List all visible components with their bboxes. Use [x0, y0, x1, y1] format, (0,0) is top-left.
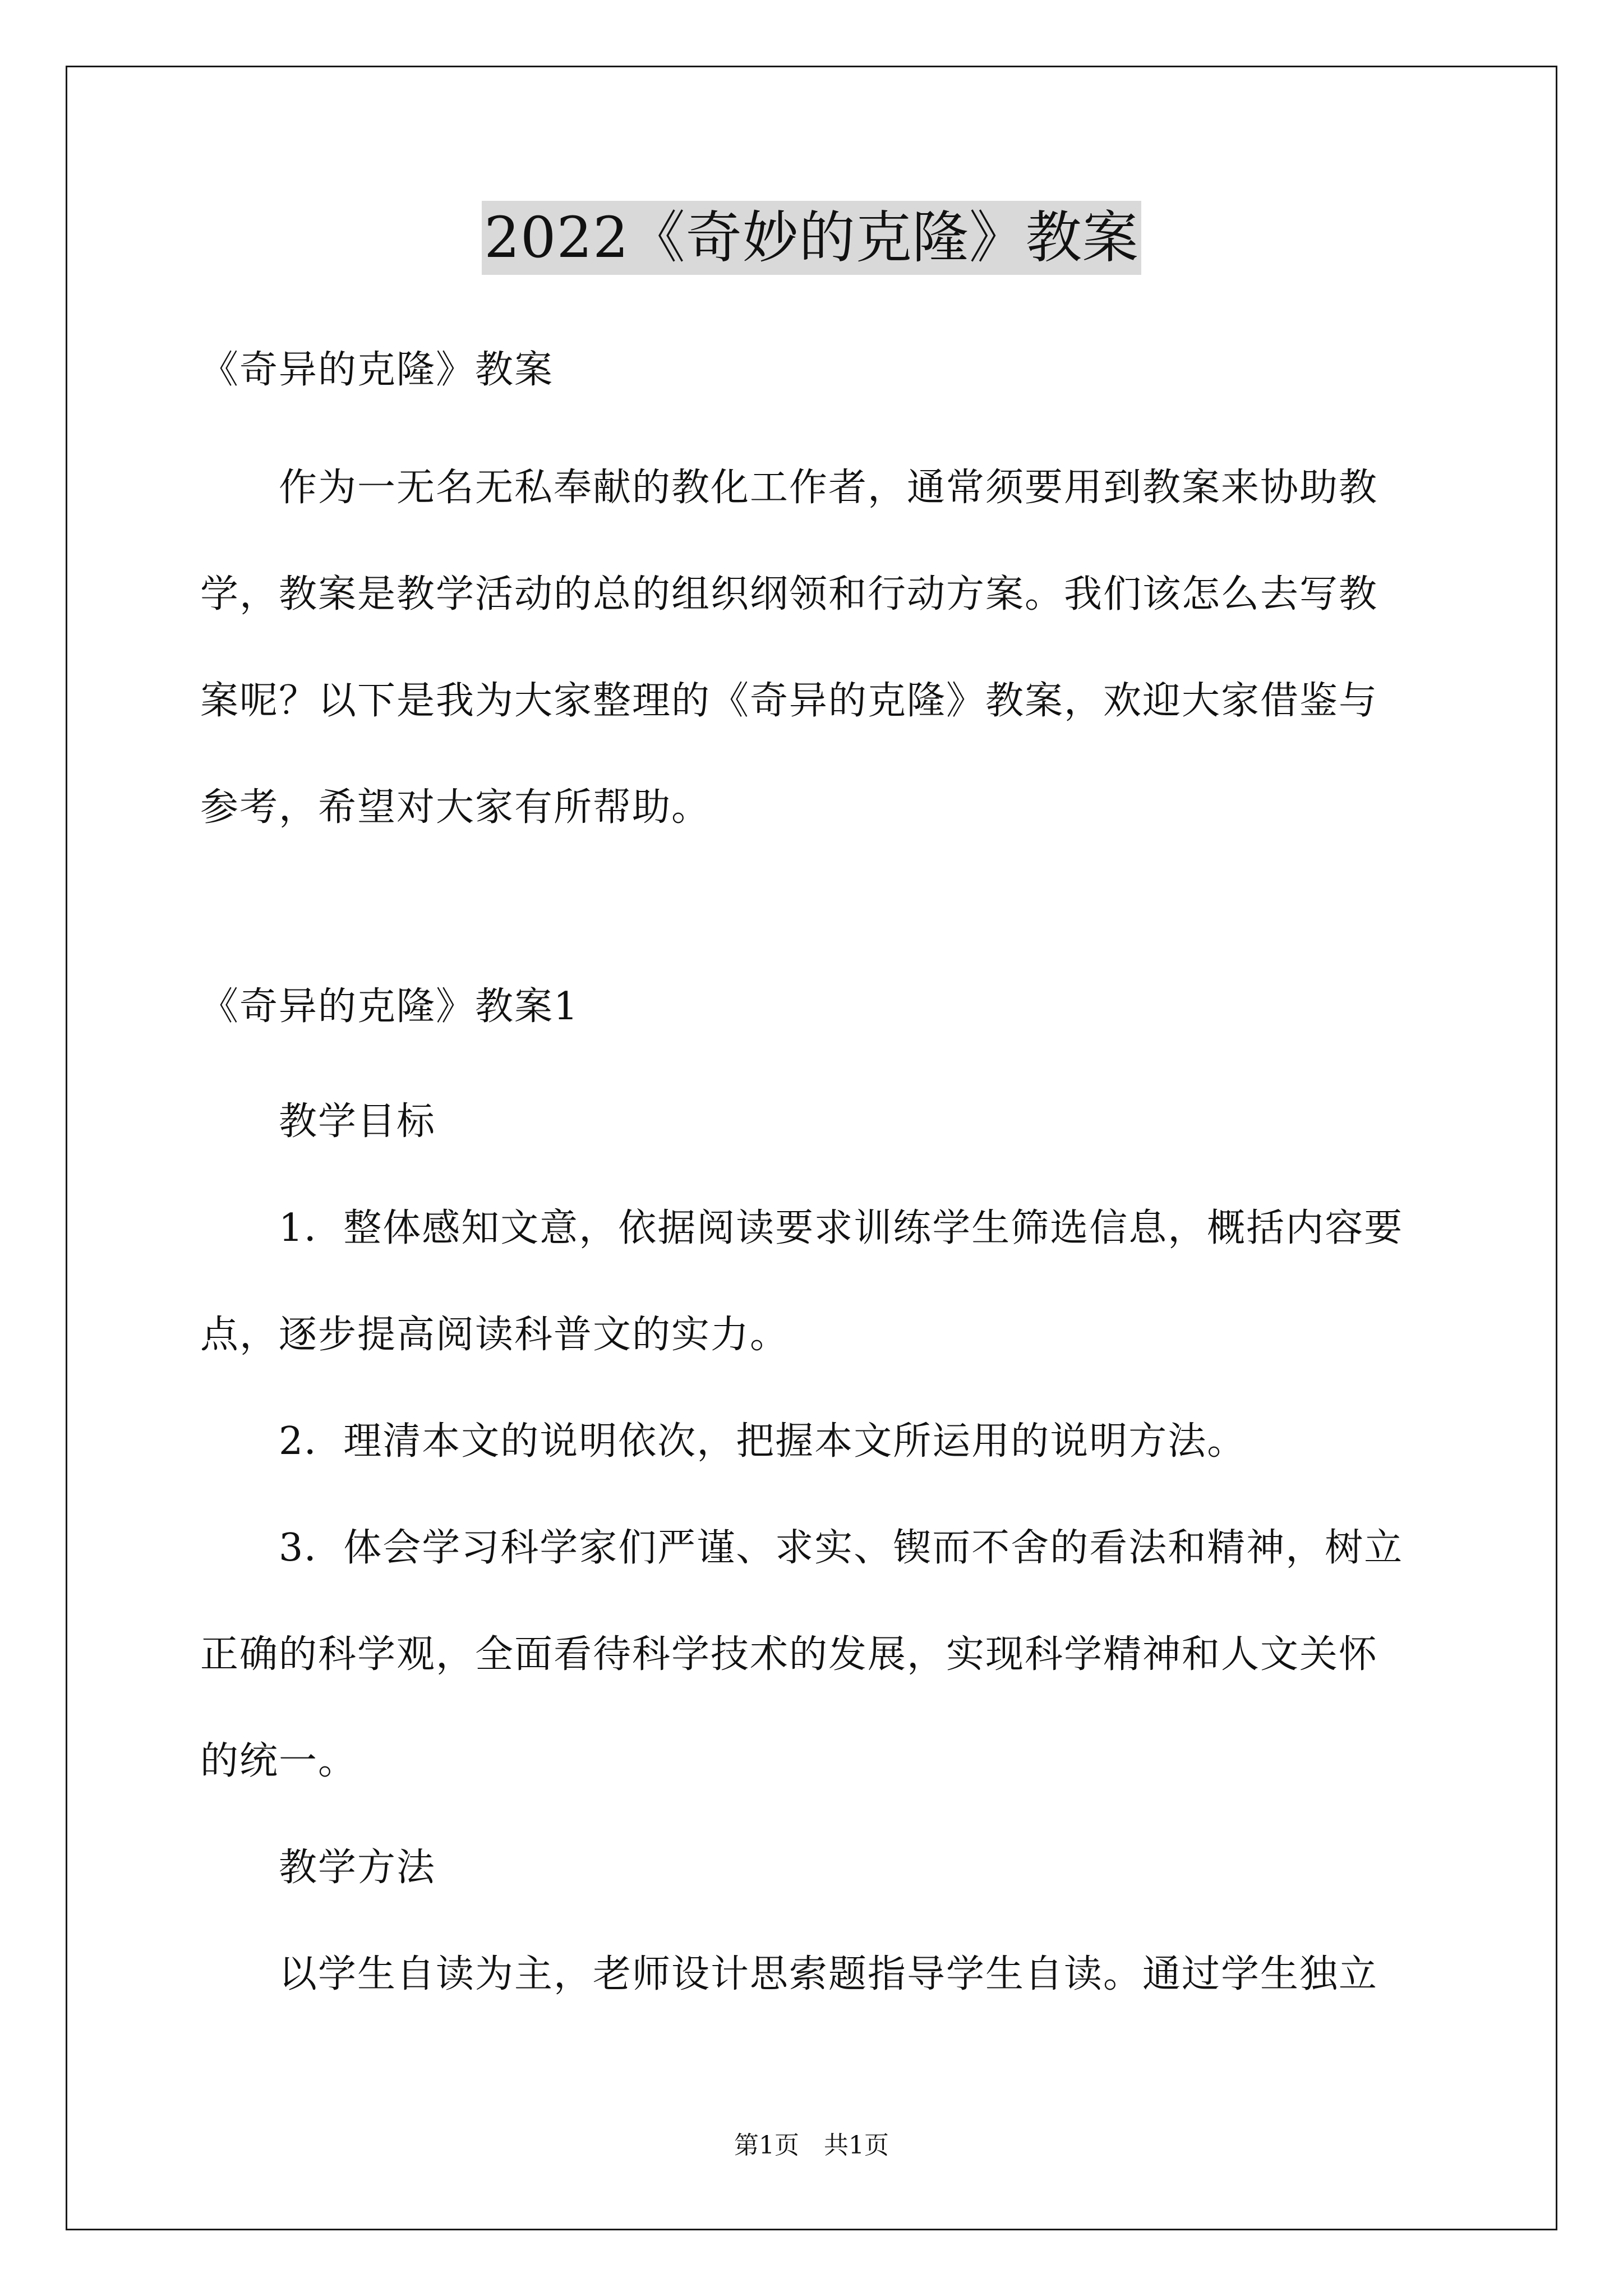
paragraph-line: 1．整体感知文意，依据阅读要求训练学生筛选信息，概括内容要: [279, 1206, 1404, 1250]
paragraph-line: 学，教案是教学活动的总的组织纲领和行动方案。我们该怎么去写教: [200, 572, 1378, 616]
paragraph-line: 参考，希望对大家有所帮助。: [200, 785, 711, 830]
paragraph-line: 点，逐步提高阅读科普文的实力。: [200, 1313, 790, 1357]
subheading: 教学目标: [279, 1099, 436, 1144]
title-container: [0, 201, 1623, 275]
section-heading: 《奇异的克隆》教案: [200, 348, 554, 392]
section-heading: 《奇异的克隆》教案1: [200, 984, 579, 1029]
page-footer: 第1页 共1页: [734, 2131, 889, 2160]
paragraph-line: 3．体会学习科学家们严谨、求实、锲而不舍的看法和精神，树立: [279, 1526, 1404, 1570]
paragraph-line: 案呢？以下是我为大家整理的《奇异的克隆》教案，欢迎大家借鉴与: [200, 679, 1378, 723]
paragraph-line: 2．理清本文的说明依次，把握本文所运用的说明方法。: [279, 1419, 1247, 1464]
paragraph-line: 的统一。: [200, 1739, 358, 1783]
subheading: 教学方法: [279, 1846, 436, 1890]
paragraph-line: 作为一无名无私奉献的教化工作者，通常须要用到教案来协助教: [279, 466, 1378, 510]
document-title: 2022《奇妙的克隆》教案: [482, 201, 1141, 275]
paragraph-line: 正确的科学观，全面看待科学技术的发展，实现科学精神和人文关怀: [200, 1632, 1378, 1677]
paragraph-line: 以学生自读为主，老师设计思索题指导学生自读。通过学生独立: [279, 1952, 1378, 1996]
